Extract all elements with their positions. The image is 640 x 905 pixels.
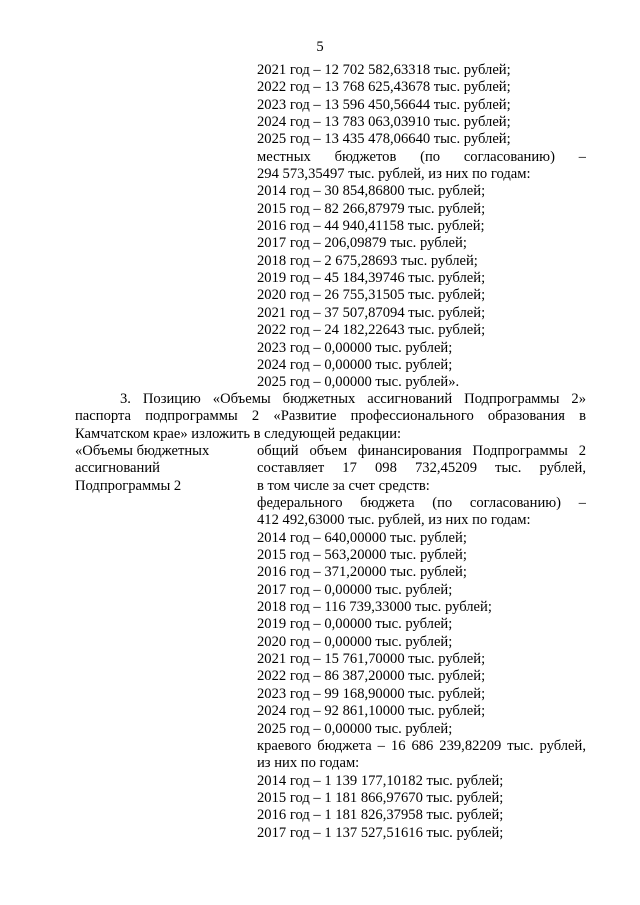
text-line: 412 492,63000 тыс. рублей, из них по годам:	[257, 512, 531, 529]
text-line: 3. Позицию «Объемы бюджетных ассигнований Подпрограммы 2»	[120, 391, 586, 407]
text-line: 2024 год – 0,00000 тыс. рублей;	[257, 356, 453, 373]
text-line: 2017 год – 206,09879 тыс. рублей;	[257, 235, 467, 252]
text-line: 2019 год – 0,00000 тыс. рублей;	[257, 616, 453, 633]
text-line: 2014 год – 640,00000 тыс. рублей;	[257, 529, 467, 546]
text-line: местных бюджетов (по согласованию) –	[257, 148, 586, 165]
text-line: 2015 год – 563,20000 тыс. рублей;	[257, 547, 467, 564]
label-line: ассигнований	[75, 460, 160, 477]
text-line: составляет 17 098 732,45209 тыс. рублей,	[257, 460, 586, 477]
text-line: 2022 год – 86 387,20000 тыс. рублей;	[257, 668, 486, 685]
text-line: 2023 год – 13 596 450,56644 тыс. рублей;	[257, 96, 511, 113]
text-line: 2014 год – 1 139 177,10182 тыс. рублей;	[257, 772, 504, 789]
text-line: 2020 год – 26 755,31505 тыс. рублей;	[257, 287, 486, 304]
text-line: 2016 год – 371,20000 тыс. рублей;	[257, 564, 467, 581]
financing-continuation	[257, 62, 586, 392]
page-number: 5	[316, 39, 324, 55]
text-line: из них по годам:	[257, 755, 360, 772]
text-line: 2025 год – 0,00000 тыс. рублей;	[257, 720, 453, 737]
text-line: 2022 год – 13 768 625,43678 тыс. рублей;	[257, 79, 511, 96]
text-line: общий объем финансирования Подпрограммы 2	[257, 443, 586, 459]
text-line: 2016 год – 44 940,41158 тыс. рублей;	[257, 218, 485, 235]
text-line: 2016 год – 1 181 826,37958 тыс. рублей;	[257, 807, 504, 824]
text-line: 2015 год – 82 266,87979 тыс. рублей;	[257, 200, 486, 217]
text-line: 2021 год – 37 507,87094 тыс. рублей;	[257, 304, 486, 321]
text-line: 2018 год – 116 739,33000 тыс. рублей;	[257, 599, 492, 616]
text-line: 2015 год – 1 181 866,97670 тыс. рублей;	[257, 789, 504, 806]
text-line: 2021 год – 15 761,70000 тыс. рублей;	[257, 651, 486, 668]
label-line: «Объемы бюджетных	[75, 443, 210, 459]
text-line: 2023 год – 0,00000 тыс. рублей;	[257, 339, 453, 356]
text-line: 2022 год – 24 182,22643 тыс. рублей;	[257, 322, 486, 339]
text-line: краевого бюджета – 16 686 239,82209 тыс. рублей,	[257, 737, 586, 754]
text-line: в том числе за счет средств:	[257, 477, 430, 494]
text-line: 2025 год – 0,00000 тыс. рублей».	[257, 374, 460, 391]
text-line: 2021 год – 12 702 582,63318 тыс. рублей;	[257, 62, 511, 78]
text-line: 2018 год – 2 675,28693 тыс. рублей;	[257, 252, 478, 269]
text-line: Камчатском крае» изложить в следующей редакции:	[75, 425, 402, 442]
text-line: паспорта подпрограммы 2 «Развитие профессионального образования в	[75, 408, 586, 425]
text-line: 294 573,35497 тыс. рублей, из них по годам:	[257, 166, 531, 183]
financing-description	[257, 443, 586, 842]
text-line: 2023 год – 99 168,90000 тыс. рублей;	[257, 685, 486, 702]
section-3-paragraph	[75, 391, 586, 443]
text-line: 2017 год – 1 137 527,51616 тыс. рублей;	[257, 824, 504, 841]
text-line: 2017 год – 0,00000 тыс. рублей;	[257, 581, 453, 598]
text-line: 2014 год – 30 854,86800 тыс. рублей;	[257, 183, 486, 200]
text-line: 2025 год – 13 435 478,06640 тыс. рублей;	[257, 131, 511, 148]
text-line: 2024 год – 92 861,10000 тыс. рублей;	[257, 703, 486, 720]
text-line: 2020 год – 0,00000 тыс. рублей;	[257, 633, 453, 650]
text-line: 2024 год – 13 783 063,03910 тыс. рублей;	[257, 114, 511, 131]
text-line: 2019 год – 45 184,39746 тыс. рублей;	[257, 270, 486, 287]
label-line: Подпрограммы 2	[75, 477, 182, 494]
position-label	[75, 443, 250, 495]
text-line: федерального бюджета (по согласованию) –	[257, 495, 586, 512]
